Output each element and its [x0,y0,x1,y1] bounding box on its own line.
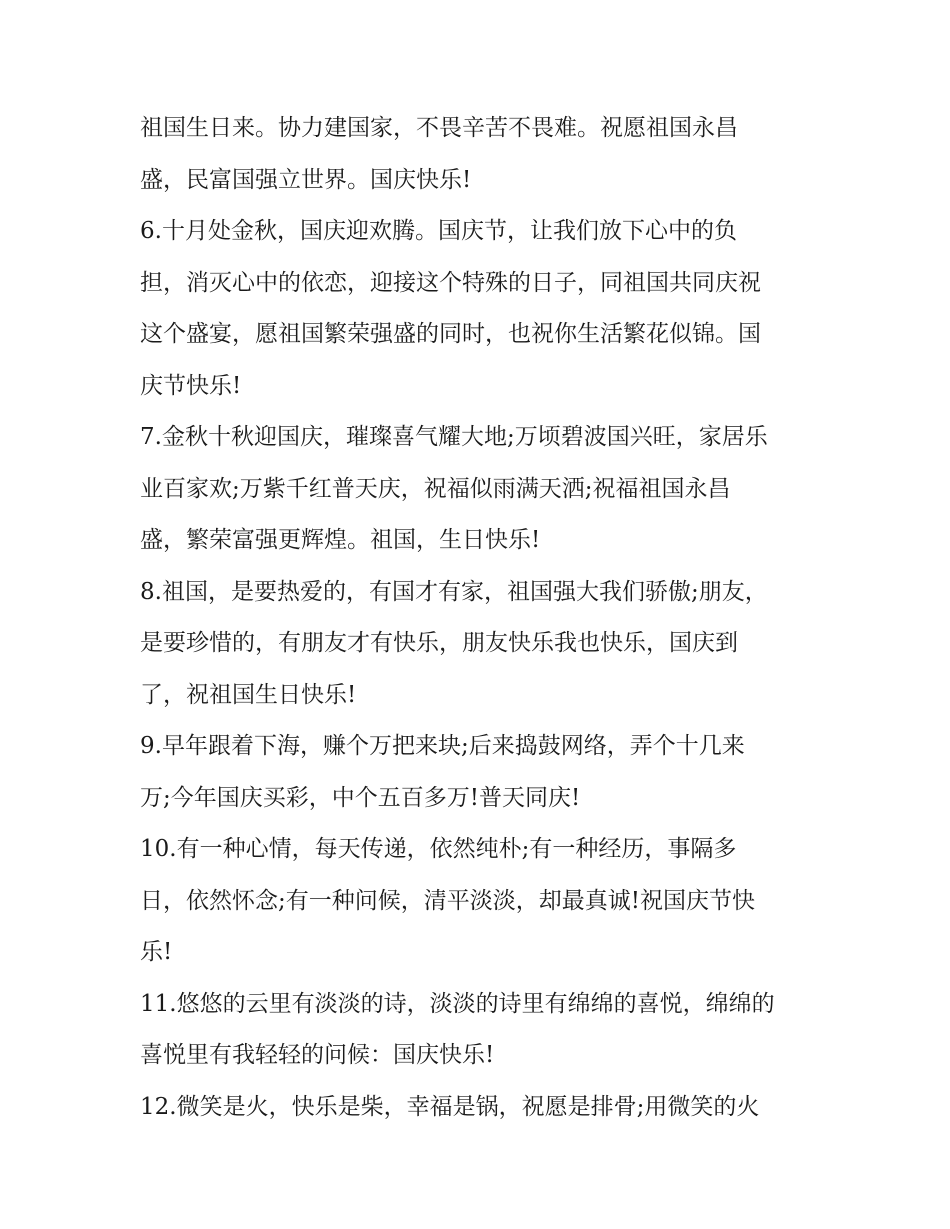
text-line: 6.十月处金秋，国庆迎欢腾。国庆节，让我们放下心中的负 [140,218,737,244]
text-line: 这个盛宴，愿祖国繁荣强盛的同时，也祝你生活繁花似锦。国 [140,321,761,347]
text-line: 8.祖国，是要热爱的，有国才有家，祖国强大我们骄傲;朋友， [140,578,768,605]
text-line: 11.悠悠的云里有淡淡的诗，淡淡的诗里有绵绵的喜悦，绵绵的 [140,990,775,1017]
text-line: 是要珍惜的，有朋友才有快乐，朋友快乐我也快乐，国庆到 [140,630,738,656]
text-line: 10.有一种心情，每天传递，依然纯朴;有一种经历，事隔多 [140,836,737,862]
text-line: 了，祝祖国生日快乐! [140,681,357,708]
text-line: 业百家欢;万紫千红普天庆，祝福似雨满天洒;祝福祖国永昌 [140,475,731,502]
text-line: 盛，繁荣富强更辉煌。祖国，生日快乐! [140,527,541,553]
text-line: 担，消灭心中的依恋，迎接这个特殊的日子，同祖国共同庆祝 [140,269,761,296]
text-line: 7.金秋十秋迎国庆，璀璨喜气耀大地;万顷碧波国兴旺，家居乐 [140,424,768,450]
text-line: 日，依然怀念;有一种问候，清平淡淡，却最真诚!祝国庆节快 [140,887,755,914]
text-line: 祖国生日来。协力建国家，不畏辛苦不畏难。祝愿祖国永昌 [140,115,738,141]
document-body [140,103,820,1133]
text-line: 9.早年跟着下海，赚个万把来块;后来捣鼓网络，弄个十几来 [140,733,745,759]
text-line: 乐! [140,939,173,965]
text-line: 盛，民富国强立世界。国庆快乐! [140,166,472,193]
text-line: 喜悦里有我轻轻的问候：国庆快乐! [140,1042,495,1068]
text-line: 12.微笑是火，快乐是柴，幸福是锅，祝愿是排骨;用微笑的火 [140,1093,760,1120]
text-line: 万;今年国庆买彩，中个五百多万!普天同庆! [140,784,581,811]
text-line: 庆节快乐! [140,372,242,399]
